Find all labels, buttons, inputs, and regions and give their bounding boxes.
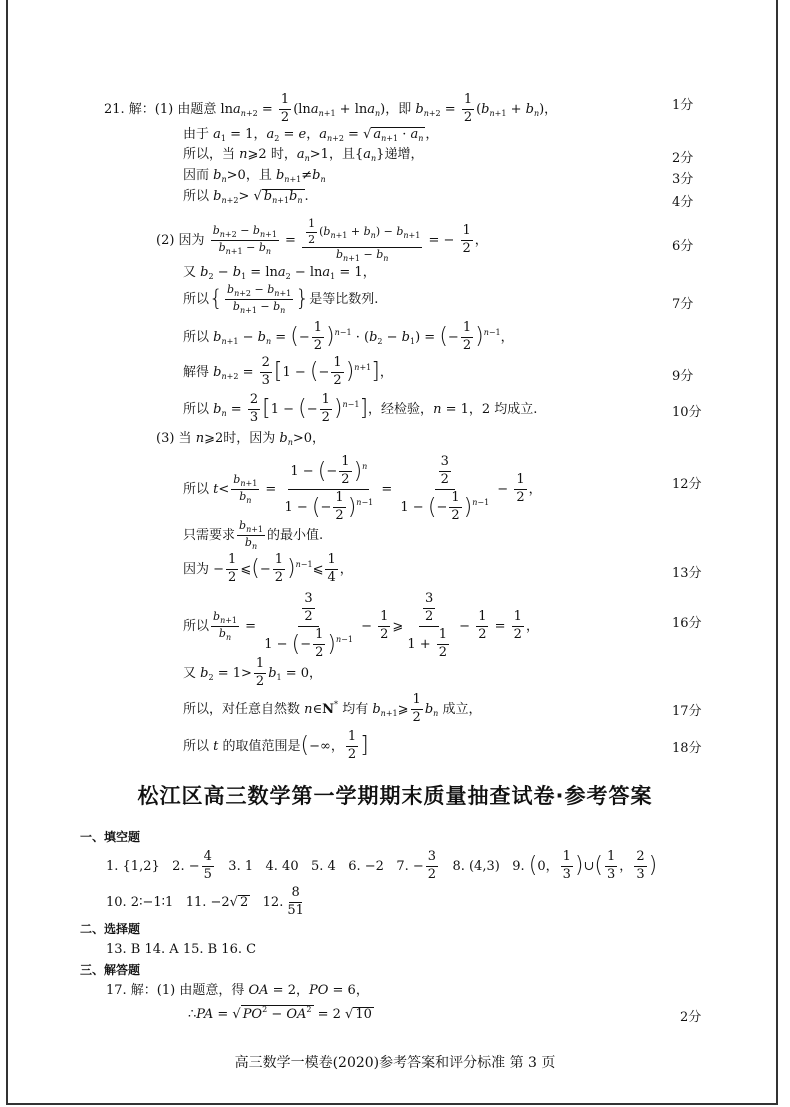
score-4: 4分 — [672, 195, 694, 210]
score-7: 9分 — [672, 369, 694, 384]
p21-line-3: 所以，当 n⩾2 时，$a_n>1$，且$\{a_n\}$递增， — [183, 147, 424, 163]
page-title: 松江区高三数学第一学期期末质量抽查试卷·参考答案 — [137, 784, 653, 808]
score-10: 13分 — [672, 566, 702, 581]
p21-line-12: (3) 当 n⩾2时，因为 $b_n>0$， — [156, 431, 326, 447]
score-1: 1分 — [672, 98, 694, 113]
p21-line-9: 所以 $b_{n+1} - b_n$ = (− $\frac{1}{2}$ )$^{n-1} \cdot (b_2 - b_1)$ = (− $\frac{1}{2}$ )$^{n-1}$， — [183, 320, 514, 353]
p21-line-17: 又 $b_2 = 1>$ $\frac{1}{2}$ $b_1 = 0$， — [183, 656, 323, 689]
p17-score: 2分 — [680, 1010, 702, 1025]
p21-line-18: 所以，对任意自然数 n∈N* 均有 $b_{n+1}⩾$ $\frac{1}{2}$ $b_n$ 成立， — [183, 692, 482, 725]
score-12: 17分 — [672, 704, 702, 719]
p21-line-14: 只需要求 $\frac{b_{n+1}}{b_n}$ 的最小值. — [183, 519, 324, 552]
p17-line-2: ∴PA = √ $PO^2 - OA^2 = 2$ √ 10 — [188, 1005, 372, 1022]
p21-line-15: 因为 − $\frac{1}{2}$ ⩽(− $\frac{1}{2}$ )$^{n-1}$⩽ $\frac{1}{4}$ ， — [183, 552, 353, 585]
score-5: 6分 — [672, 239, 694, 254]
score-9: 12分 — [672, 477, 702, 492]
p21-line-4: 因而 $b_n>0$，且 $b_{n+1}\ne b_n$ — [183, 168, 326, 184]
section-solve: 三、解答题 — [80, 963, 141, 977]
section-fill: 一、填空题 — [80, 830, 141, 844]
p21-line-11: 所以 $b_n$ = $\frac{2}{3}$ [1 − (− $\frac{1}{2}$ )$^{n-1}$]，经检验，n = 1，2 均成立. — [183, 392, 538, 425]
p17-line-1: 17. 解：(1) 由题意，得 OA = 2，PO = 6， — [106, 983, 369, 998]
section-choice: 二、选择题 — [80, 922, 141, 936]
fill-answers-1: 1. {1,2} 2. − $\frac{4}{5}$ 3. 1 4. 40 5. 4 6. −2 7. − $\frac{3}{2}$ 8. (4,3) 9. (0， $\frac{1}{3}$ )∪( $\frac{1}{3}$ ， $\frac{2}{3}$ ) — [106, 849, 658, 882]
p21-line-16: 所以 $\frac{b_{n+1}}{b_n}$ = $\frac{3}{2}$ 1 − (− $\frac{1}{2}$ )$^{n-1}$ − $\frac{1}{2}$ ⩾ $\frac{3}{2}$ 1 + $\frac{1}{2}$ − $\frac{1}{2}$ = $\frac{1}{2}$ ， — [183, 591, 539, 660]
p21-line-13: 所以 t< $\frac{b_{n+1}}{b_n}$ = 1 − (− $\frac{1}{2}$ )$^n$ 1 − (− $\frac{1}{2}$ )$^{n-1}$ = $\frac{3}{2}$ 1 − (− $\frac{1}{2}$ )$^{n-1}$ − $\frac{1}{2}$ ， — [183, 454, 542, 523]
score-3: 3分 — [672, 172, 694, 187]
p21-line-5: 所以 $b_{n+2}>$ √ $b_{n+1}b_n$ . — [183, 189, 309, 205]
p21-line-7: 又 $b_2 - b_1 = \ln a_2 - \ln a_1 = 1$， — [183, 265, 376, 281]
score-11: 16分 — [672, 616, 702, 631]
score-8: 10分 — [672, 405, 702, 420]
score-13: 18分 — [672, 741, 702, 756]
p21-line-19: 所以 t 的取值范围是(−∞， $\frac{1}{2}$ ] — [183, 729, 369, 762]
page-border — [6, 0, 778, 1105]
score-2: 2分 — [672, 151, 694, 166]
p21-line-10: 解得 $b_{n+2}$ = $\frac{2}{3}$ [1 − (− $\frac{1}{2}$ )$^{n+1}$]， — [183, 355, 393, 388]
p21-line-6: (2) 因为 $\frac{b_{n+2} - b_{n+1}}{b_{n+1} - b_n}$ = $\frac{1}{2}$ $(b_{n+1} + b_n) - b_{n+1}$ $b_{n+1} - b_n$ = − $\frac{1}{2}$ ， — [156, 217, 488, 264]
fill-answers-2: 10. 2∶−1∶1 11. −2√ 2 12. $\frac{8}{51}$ — [106, 885, 304, 918]
score-6: 7分 — [672, 297, 694, 312]
p21-line-2: 由于 $a_1 = 1$，$a_2 = e$，$a_{n+2}$ = √ $a_{n+1} \cdot a_n$ ， — [183, 127, 439, 143]
choice-answers: 13. B 14. A 15. B 16. C — [106, 942, 257, 957]
p21-line-8: 所以{ $\frac{b_{n+2} - b_{n+1}}{b_{n+1} - b_n}$ }是等比数列. — [183, 283, 379, 316]
page-footer: 高三数学一模卷(2020)参考答案和评分标准 第 3 页 — [234, 1055, 556, 1071]
p21-line-1: 21. 解：(1) 由题意 lna$_{n+2}$ = $\frac{1}{2}$ (lna$_{n+1}$ + lna$_n$)，即 $b_{n+2}$ = $\frac{1}{2}$ $(b_{n+1} + b_n)$， — [104, 92, 558, 125]
